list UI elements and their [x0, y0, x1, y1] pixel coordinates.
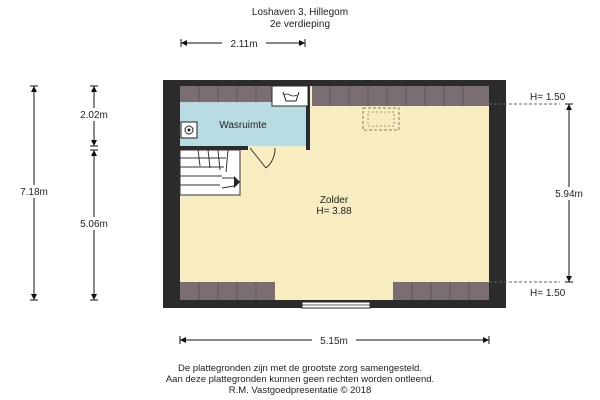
right-inner-label: 5.94m — [555, 189, 583, 200]
address-title: Loshaven 3, Hillegom — [251, 7, 349, 18]
footer-line-2: Aan deze plattegronden kunnen geen rechten worden ontleend. — [165, 374, 435, 385]
zolder-label: Zolder — [319, 195, 349, 206]
footer-line-1: De plattegronden zijn met de grootste zorg samengesteld. — [178, 363, 422, 374]
footer-line-3: R.M. Vastgoedpresentatie © 2018 — [228, 385, 372, 396]
wasruimte-label: Wasruimte — [219, 120, 267, 131]
top-width-label: 2.11m — [230, 39, 258, 50]
zolder-height-label: H= 3.88 — [316, 206, 352, 217]
height-top-label: H= 1.50 — [530, 92, 566, 103]
bottom-width-label: 5.15m — [320, 336, 348, 347]
staircase-icon — [180, 150, 240, 195]
roof-slope-bottom-left — [180, 282, 275, 300]
washing-machine-icon — [181, 122, 197, 138]
floor-subtitle: 2e verdieping — [269, 19, 331, 30]
window — [302, 302, 370, 308]
left-total-label: 7.18m — [20, 187, 48, 198]
roof-slope-bottom-right — [393, 282, 489, 300]
left-upper-label: 2.02m — [80, 110, 108, 121]
height-bottom-label: H= 1.50 — [530, 288, 566, 299]
left-lower-label: 5.06m — [80, 219, 108, 230]
roof-slope-top — [312, 86, 489, 106]
